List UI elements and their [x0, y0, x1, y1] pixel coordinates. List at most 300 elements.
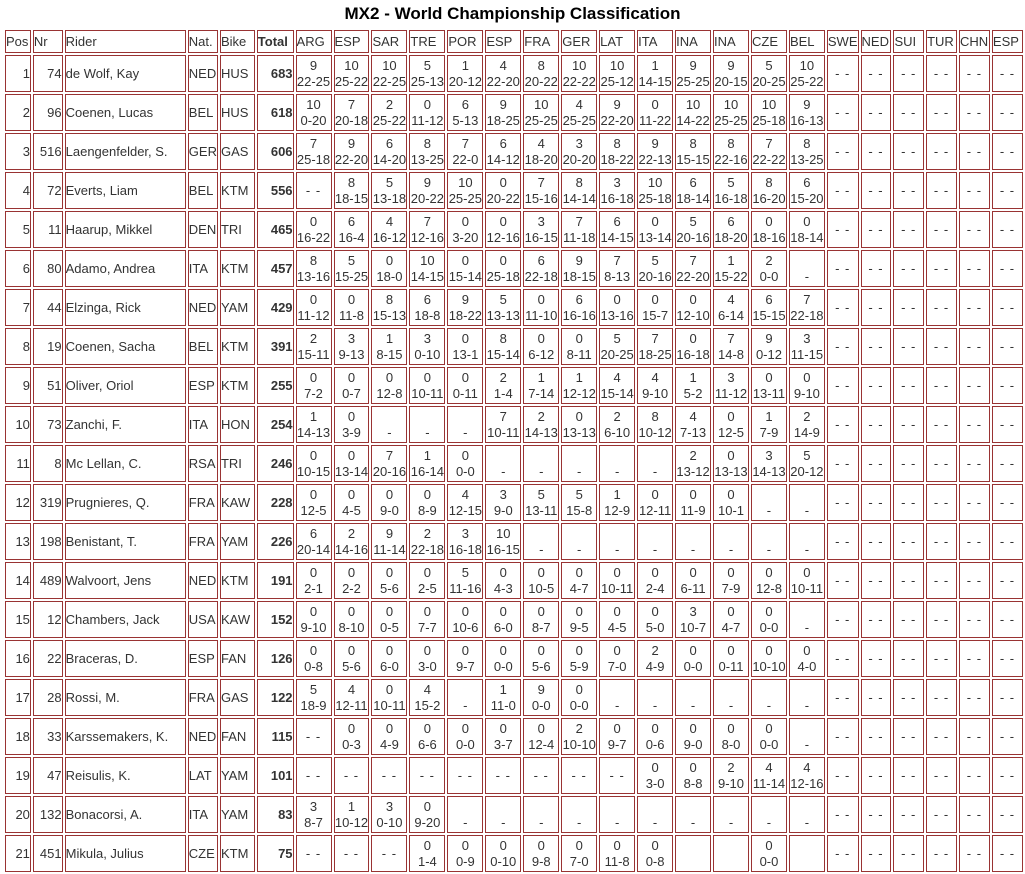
total-points-cell: 429 — [257, 289, 294, 326]
no-entry-dashes: - - — [999, 807, 1016, 822]
gp-points: 6 — [727, 213, 735, 229]
gp-points-empty — [486, 799, 520, 815]
moto-scores: 18-14 — [676, 190, 710, 206]
race-result-cell — [827, 679, 859, 716]
moto-scores: 8-7 — [531, 619, 551, 635]
race-result-cell — [751, 523, 787, 560]
moto-scores: 5-6 — [531, 658, 551, 674]
race-result-cell — [992, 835, 1023, 872]
race-result-cell — [959, 562, 990, 599]
race-result-cell — [485, 172, 521, 209]
no-score-dash: - — [539, 814, 544, 830]
race-result-cell — [675, 289, 711, 326]
rider-number-cell: 319 — [33, 484, 63, 521]
no-entry-dashes: - - — [835, 768, 851, 783]
race-result-cell — [675, 679, 711, 716]
no-entry-dashes: - - — [868, 183, 884, 198]
moto-scores: 14-12 — [486, 151, 520, 167]
race-result-cell — [409, 757, 445, 794]
moto-scores: 12-11 — [335, 697, 368, 713]
gp-points: 3 — [461, 525, 469, 541]
gp-points: 1 — [537, 369, 545, 385]
col-header-nat-3: Nat. — [188, 30, 218, 53]
bike-cell: HUS — [220, 94, 255, 131]
race-result-cell — [637, 172, 673, 209]
no-entry-dashes: - - — [901, 105, 917, 120]
rider-number-cell: 73 — [33, 406, 63, 443]
rider-number-cell: 8 — [33, 445, 63, 482]
gp-points: 0 — [309, 369, 318, 385]
moto-scores: 15-14 — [600, 385, 634, 401]
race-result-cell — [751, 94, 787, 131]
gp-points: 0 — [613, 642, 621, 658]
moto-scores: 0-10 — [414, 346, 441, 362]
race-result-cell — [675, 640, 711, 677]
gp-points: 5 — [575, 486, 583, 502]
moto-scores: 8-10 — [338, 619, 365, 635]
gp-points: 0 — [385, 369, 394, 385]
no-score-dash: - — [804, 814, 810, 830]
race-result-cell — [296, 55, 332, 92]
moto-scores: 25-25 — [676, 73, 710, 89]
gp-points: 3 — [423, 330, 431, 346]
race-result-cell — [599, 835, 635, 872]
race-result-cell — [485, 445, 521, 482]
moto-scores: 12-8 — [376, 385, 403, 401]
race-result-cell — [561, 172, 597, 209]
no-entry-dashes: - - — [933, 183, 950, 198]
no-score-dash: - — [728, 697, 734, 713]
gp-points: 10 — [420, 252, 435, 268]
position-cell: 7 — [5, 289, 31, 326]
race-result-cell — [675, 406, 711, 443]
no-entry-dashes: - - — [868, 495, 884, 510]
moto-scores: 10-10 — [562, 736, 596, 752]
race-result-cell — [751, 796, 787, 833]
table-row — [5, 445, 1023, 482]
moto-scores: 11-10 — [525, 307, 558, 323]
race-result-cell — [561, 484, 597, 521]
gp-points: 3 — [765, 447, 773, 463]
race-result-cell — [713, 718, 749, 755]
moto-scores: 22-25 — [372, 73, 407, 89]
moto-scores: 15-15 — [752, 307, 786, 323]
no-entry-dashes: - - — [901, 495, 917, 510]
moto-scores: 5-2 — [683, 385, 703, 401]
no-score-dash: - — [804, 619, 810, 635]
race-result-cell — [371, 718, 407, 755]
race-result-cell — [992, 172, 1023, 209]
no-score-dash: - — [425, 424, 430, 440]
no-entry-dashes: - - — [966, 651, 983, 666]
gp-points: 4 — [803, 759, 811, 775]
race-result-cell — [371, 406, 407, 443]
bike-cell: KTM — [220, 562, 255, 599]
col-header-arg-6: ARG — [296, 30, 332, 53]
race-result-cell — [637, 796, 673, 833]
race-result-cell — [827, 562, 859, 599]
gp-points: 0 — [423, 96, 431, 112]
race-result-cell — [893, 133, 924, 170]
gp-points: 0 — [347, 642, 356, 658]
gp-points: 6 — [537, 252, 545, 268]
header-row — [5, 30, 1023, 53]
moto-scores: 1-4 — [493, 385, 513, 401]
table-row — [5, 601, 1023, 638]
gp-points-empty — [600, 448, 634, 464]
race-result-cell — [561, 601, 597, 638]
race-result-cell — [561, 718, 597, 755]
gp-points: 10 — [761, 96, 777, 112]
gp-points: 0 — [537, 564, 545, 580]
race-result-cell — [334, 250, 370, 287]
moto-scores: 20-16 — [372, 463, 407, 479]
race-result-cell — [751, 718, 787, 755]
race-result-cell — [523, 562, 559, 599]
moto-scores: 25-22 — [334, 73, 369, 89]
moto-scores: 9-10 — [642, 385, 669, 401]
gp-points: 3 — [575, 135, 583, 151]
gp-points: 10 — [609, 57, 625, 73]
no-entry-dashes: - - — [901, 339, 917, 354]
nationality-cell: BEL — [188, 172, 218, 209]
race-result-cell — [561, 406, 597, 443]
moto-scores: 3-0 — [417, 658, 437, 674]
race-result-cell — [675, 133, 711, 170]
race-result-cell — [675, 172, 711, 209]
nationality-cell: NED — [188, 718, 218, 755]
gp-points: 0 — [765, 369, 773, 385]
no-score-dash: - — [766, 502, 772, 518]
race-result-cell — [447, 640, 483, 677]
gp-points: 0 — [385, 564, 394, 580]
race-result-cell — [959, 445, 990, 482]
no-entry-dashes: - - — [835, 651, 851, 666]
no-score-dash: - — [501, 463, 506, 479]
race-result-cell — [827, 640, 859, 677]
no-entry-dashes: - - — [966, 417, 983, 432]
moto-scores: 13-16 — [296, 268, 331, 284]
race-result-cell — [992, 250, 1023, 287]
race-result-cell — [751, 601, 787, 638]
race-result-cell — [789, 601, 825, 638]
rider-number-cell: 74 — [33, 55, 63, 92]
race-result-cell — [959, 601, 990, 638]
gp-points: 7 — [575, 213, 583, 229]
no-entry-dashes: - - — [933, 495, 950, 510]
moto-scores: 9-0 — [683, 736, 703, 752]
no-entry-dashes: - - — [835, 456, 851, 471]
moto-scores: 0-3 — [342, 736, 361, 752]
race-result-cell — [637, 835, 673, 872]
bike-cell: YAM — [220, 523, 255, 560]
race-result-cell — [485, 133, 521, 170]
nationality-cell: CZE — [188, 835, 218, 872]
no-score-dash: - — [652, 463, 658, 479]
no-entry-dashes: - - — [835, 612, 851, 627]
moto-scores: 6-10 — [604, 424, 631, 440]
moto-scores: 13-16 — [600, 307, 634, 323]
gp-points: 1 — [385, 330, 394, 346]
race-result-cell — [447, 133, 483, 170]
gp-points-empty — [676, 682, 710, 698]
race-result-cell — [992, 406, 1023, 443]
moto-scores: 10-1 — [717, 502, 745, 518]
gp-points: 5 — [803, 447, 811, 463]
moto-scores: 1-4 — [417, 853, 437, 869]
gp-points: 8 — [689, 135, 697, 151]
race-result-cell — [523, 94, 559, 131]
no-entry-dashes: - - — [901, 183, 917, 198]
race-result-cell — [959, 133, 990, 170]
race-result-cell — [334, 94, 370, 131]
moto-scores: 12-11 — [638, 502, 672, 518]
no-entry-dashes: - - — [901, 612, 917, 627]
moto-scores: 13-25 — [410, 151, 444, 167]
gp-points-empty — [562, 799, 596, 815]
gp-points: 0 — [765, 720, 773, 736]
moto-scores: 16-20 — [752, 190, 786, 206]
no-entry-dashes: - - — [999, 846, 1016, 861]
race-result-cell — [713, 835, 749, 872]
gp-points: 6 — [765, 291, 773, 307]
bike-cell: FAN — [220, 640, 255, 677]
gp-points: 4 — [347, 681, 356, 697]
no-entry-dashes: - - — [901, 222, 917, 237]
nationality-cell: NED — [188, 55, 218, 92]
total-points-cell: 465 — [257, 211, 294, 248]
race-result-cell — [485, 289, 521, 326]
no-entry-dashes: - - — [999, 690, 1016, 705]
table-row — [5, 406, 1023, 443]
race-result-cell — [599, 523, 635, 560]
no-score-dash: - — [690, 541, 696, 557]
gp-points: 0 — [423, 564, 431, 580]
race-result-cell — [334, 211, 370, 248]
bike-cell: HON — [220, 406, 255, 443]
race-result-cell — [334, 289, 370, 326]
race-result-cell — [675, 367, 711, 404]
gp-points: 2 — [347, 525, 356, 541]
gp-points-empty — [714, 799, 748, 815]
race-result-cell — [926, 718, 957, 755]
gp-points: 7 — [651, 330, 659, 346]
nationality-cell: RSA — [188, 445, 218, 482]
gp-points: 0 — [461, 603, 469, 619]
moto-scores: 15-20 — [790, 190, 824, 206]
gp-points: 6 — [309, 525, 318, 541]
race-result-cell — [751, 367, 787, 404]
race-result-cell — [992, 757, 1023, 794]
race-result-cell — [561, 94, 597, 131]
table-header — [5, 30, 1023, 53]
race-result-cell — [926, 679, 957, 716]
gp-points: 5 — [499, 291, 507, 307]
race-result-cell — [447, 250, 483, 287]
gp-points: 1 — [461, 57, 469, 73]
moto-scores: 0-12 — [755, 346, 782, 362]
moto-scores: 25-25 — [524, 112, 558, 128]
no-entry-dashes: - - — [933, 378, 950, 393]
moto-scores: 11-8 — [604, 853, 630, 869]
gp-points: 2 — [689, 447, 697, 463]
rider-number-cell: 11 — [33, 211, 63, 248]
moto-scores: 2-5 — [417, 580, 437, 596]
moto-scores: 12-12 — [562, 385, 596, 401]
moto-scores: 6-0 — [380, 658, 399, 674]
race-result-cell — [334, 757, 370, 794]
race-result-cell — [751, 640, 787, 677]
race-result-cell — [447, 172, 483, 209]
race-result-cell — [561, 289, 597, 326]
rider-name-cell: Oliver, Oriol — [65, 367, 186, 404]
race-result-cell — [789, 406, 825, 443]
gp-points: 10 — [458, 174, 473, 190]
no-entry-dashes: - - — [966, 768, 983, 783]
no-entry-dashes: - - — [609, 768, 625, 783]
no-entry-dashes: - - — [999, 417, 1016, 432]
race-result-cell — [751, 757, 787, 794]
race-result-cell — [447, 406, 483, 443]
race-result-cell — [675, 484, 711, 521]
gp-points: 4 — [727, 291, 735, 307]
race-result-cell — [334, 55, 370, 92]
gp-points: 0 — [651, 213, 659, 229]
race-result-cell — [861, 445, 892, 482]
race-result-cell — [637, 445, 673, 482]
no-entry-dashes: - - — [999, 261, 1016, 276]
moto-scores: 22-13 — [638, 151, 672, 167]
race-result-cell — [893, 562, 924, 599]
race-result-cell — [334, 562, 370, 599]
position-cell: 11 — [5, 445, 31, 482]
race-result-cell — [751, 328, 787, 365]
no-entry-dashes: - - — [933, 417, 950, 432]
gp-points: 0 — [385, 720, 394, 736]
rider-name-cell: Karssemakers, K. — [65, 718, 186, 755]
race-result-cell — [789, 835, 825, 872]
race-result-cell — [334, 406, 370, 443]
col-header-cze-18: CZE — [751, 30, 787, 53]
moto-scores: 12-8 — [755, 580, 782, 596]
race-result-cell — [599, 94, 635, 131]
rider-number-cell: 44 — [33, 289, 63, 326]
moto-scores: 4-0 — [797, 658, 817, 674]
col-header-fra-12: FRA — [523, 30, 559, 53]
race-result-cell — [827, 835, 859, 872]
moto-scores: 16-18 — [714, 190, 748, 206]
moto-scores: 13-25 — [790, 151, 824, 167]
race-result-cell — [992, 289, 1023, 326]
gp-points-empty — [676, 799, 710, 815]
race-result-cell — [992, 211, 1023, 248]
race-result-cell — [599, 172, 635, 209]
rider-name-cell: Bonacorsi, A. — [65, 796, 186, 833]
gp-points: 0 — [461, 330, 469, 346]
race-result-cell — [861, 601, 892, 638]
race-result-cell — [296, 172, 332, 209]
no-entry-dashes: - - — [966, 144, 983, 159]
race-result-cell — [447, 679, 483, 716]
race-result-cell — [992, 367, 1023, 404]
race-result-cell — [561, 757, 597, 794]
gp-points: 10 — [496, 525, 511, 541]
race-result-cell — [861, 250, 892, 287]
gp-points: 5 — [385, 174, 394, 190]
gp-points: 0 — [537, 837, 545, 853]
moto-scores: 7-9 — [721, 580, 741, 596]
moto-scores: 12-9 — [604, 502, 631, 518]
moto-scores: 8-15 — [376, 346, 403, 362]
race-result-cell — [751, 55, 787, 92]
no-entry-dashes: - - — [533, 768, 549, 783]
position-cell: 16 — [5, 640, 31, 677]
position-cell: 20 — [5, 796, 31, 833]
race-result-cell — [637, 640, 673, 677]
bike-cell: YAM — [220, 796, 255, 833]
moto-scores: 16-14 — [410, 463, 444, 479]
gp-points: 0 — [423, 486, 431, 502]
moto-scores: 13-14 — [638, 229, 672, 245]
moto-scores: 5-6 — [342, 658, 361, 674]
moto-scores: 9-13 — [338, 346, 365, 362]
gp-points: 7 — [347, 96, 356, 112]
moto-scores: 22-22 — [752, 151, 786, 167]
no-entry-dashes: - - — [835, 378, 851, 393]
gp-points: 6 — [499, 135, 507, 151]
gp-points: 0 — [803, 213, 811, 229]
race-result-cell — [296, 94, 332, 131]
gp-points: 0 — [689, 330, 697, 346]
no-entry-dashes: - - — [868, 612, 884, 627]
no-entry-dashes: - - — [901, 66, 917, 81]
race-result-cell — [861, 523, 892, 560]
race-result-cell — [599, 601, 635, 638]
moto-scores: 20-12 — [448, 73, 482, 89]
moto-scores: 10-12 — [638, 424, 672, 440]
race-result-cell — [409, 601, 445, 638]
rider-name-cell: Everts, Liam — [65, 172, 186, 209]
race-result-cell — [296, 250, 332, 287]
moto-scores: 7-0 — [569, 853, 589, 869]
gp-points: 0 — [575, 408, 583, 424]
race-result-cell — [523, 445, 559, 482]
gp-points: 0 — [613, 837, 621, 853]
no-entry-dashes: - - — [966, 495, 983, 510]
race-result-cell — [599, 211, 635, 248]
bike-cell: GAS — [220, 133, 255, 170]
moto-scores: 20-22 — [486, 190, 520, 206]
gp-points: 3 — [803, 330, 811, 346]
gp-points: 5 — [537, 486, 545, 502]
gp-points: 5 — [461, 564, 469, 580]
race-result-cell — [893, 796, 924, 833]
total-points-cell: 254 — [257, 406, 294, 443]
gp-points-empty — [410, 409, 444, 425]
race-result-cell — [334, 328, 370, 365]
no-entry-dashes: - - — [933, 612, 950, 627]
race-result-cell — [637, 55, 673, 92]
race-result-cell — [926, 289, 957, 326]
no-entry-dashes: - - — [835, 222, 851, 237]
total-points-cell: 255 — [257, 367, 294, 404]
race-result-cell — [409, 718, 445, 755]
bike-cell: YAM — [220, 757, 255, 794]
moto-scores: 7-2 — [304, 385, 323, 401]
race-result-cell — [861, 757, 892, 794]
rider-number-cell: 28 — [33, 679, 63, 716]
moto-scores: 0-0 — [683, 658, 703, 674]
